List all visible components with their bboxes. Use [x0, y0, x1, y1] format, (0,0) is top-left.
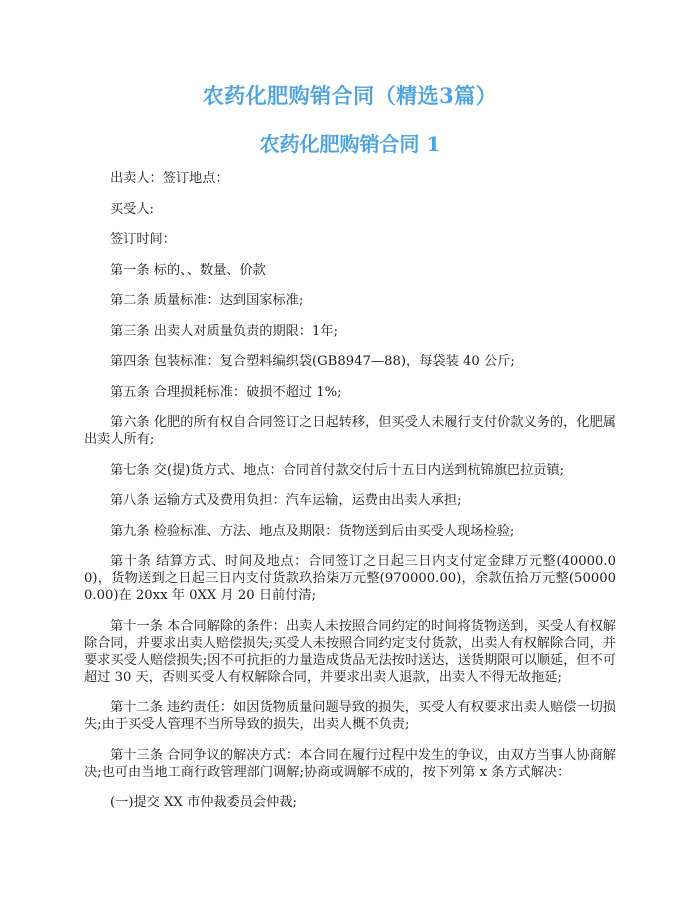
paragraph-article-13: 第十三条 合同争议的解决方式：本合同在履行过程中发生的争议，由双方当事人协商解决;也可由当地工商行政管理部门调解;协商或调解不成的，按下列第 x 条方式解决：: [84, 747, 616, 780]
paragraph-article-3: 第三条 出卖人对质量负责的期限：1年;: [110, 323, 339, 339]
paragraph-signing-time: 签订时间：: [110, 232, 176, 247]
paragraph-article-6: 第六条 化肥的所有权自合同签订之日起转移，但买受人未履行支付价款义务的，化肥属出卖人所有;: [84, 415, 616, 447]
paragraph-article-11: 第十一条 本合同解除的条件：出卖人未按照合同约定的时间将货物送到，买受人有权解除合同，并要求出卖人赔偿损失;买受人未按照合同约定支付货款，出卖人有权解除合同，并要求买受人赔偿损失;因不可抗拒的力量造成货品无法按时送达，送货期限可以顺延，但不可超过 30 天，否则买受人有权解除合同，并要求出卖人退款，出卖人不得无故拖延;: [84, 618, 616, 685]
paragraph-article-8: 第八条 运输方式及费用负担：汽车运输，运费由出卖人承担;: [110, 493, 462, 508]
contract-body: [84, 170, 616, 825]
paragraph-buyer: 买受人:: [110, 201, 155, 217]
paragraph-article-12: 第十二条 违约责任：如因货物质量问题导致的损失，买受人有权要求出卖人赔偿一切损失;由于买受人管理不当所导致的损失，出卖人概不负责;: [84, 700, 616, 732]
document-title: 农药化肥购销合同（精选3篇）: [202, 83, 498, 108]
paragraph-arbitration: (一)提交 XX 市仲裁委员会仲裁;: [110, 795, 297, 810]
paragraph-article-1: 第一条 标的、、数量、价款: [110, 262, 266, 278]
paragraph-seller: 出卖人：签订地点：: [110, 171, 229, 186]
paragraph-article-9: 第九条 检验标准、方法、地点及期限：货物送到后由买受人现场检验;: [110, 523, 515, 539]
paragraph-article-5: 第五条 合理损耗标准：破损不超过 1%;: [110, 384, 342, 400]
paragraph-article-2: 第二条 质量标准：达到国家标准;: [110, 293, 304, 308]
paragraph-article-4: 第四条 包装标准：复合塑料编织袋(GB8947—88)，每袋装 40 公斤;: [110, 354, 515, 369]
section-title: 农药化肥购销合同 1: [259, 132, 441, 156]
paragraph-article-10: 第十条 结算方式、时间及地点：合同签订之日起三日内支付定金肆万元整(40000.00)，货物送到之日起三日内支付货款玖拾柒万元整(970000.00)，余款伍拾万元整(500000.00)在 20xx 年 0XX 月 20 日前付清;: [84, 554, 616, 603]
paragraph-article-7: 第七条 交(提)货方式、地点：合同首付款交付后十五日内送到杭锦旗巴拉贡镇;: [110, 462, 565, 478]
